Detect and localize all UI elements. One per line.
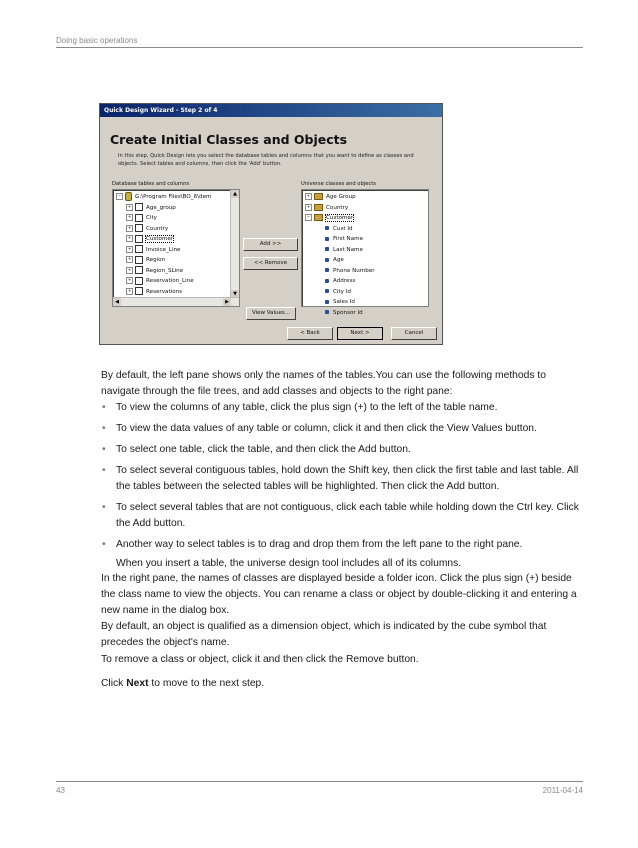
running-header: Doing basic operations: [56, 36, 138, 45]
folder-icon: [314, 214, 323, 221]
table-icon: [135, 203, 143, 211]
remove-paragraph: To remove a class or object, click it and then click the Remove button.: [101, 654, 419, 665]
cube-icon: [325, 300, 329, 304]
wizard-heading: Create Initial Classes and Objects: [110, 132, 348, 147]
table-icon: [135, 277, 143, 285]
cube-icon: [325, 237, 329, 241]
scroll-right-icon[interactable]: ▶: [223, 298, 231, 306]
scroll-down-icon[interactable]: ▼: [231, 290, 239, 298]
table-icon: [135, 235, 143, 243]
tree-root-database[interactable]: [116, 192, 211, 203]
page-number: 43: [56, 786, 65, 795]
bullet-note: [101, 556, 581, 572]
expand-icon[interactable]: +: [306, 203, 311, 209]
bullet-text: Another way to select tables is to drag and drop them from the left pane to the right pane.: [116, 539, 523, 550]
cube-icon: [325, 258, 329, 262]
tree-item-label: Sales Id: [333, 299, 355, 305]
expand-icon[interactable]: +: [127, 245, 132, 251]
tree-item-label: Address: [333, 278, 356, 284]
bullet-text: To view the columns of any table, click the plus sign (+) to the left of the table name.: [116, 402, 498, 413]
expand-icon[interactable]: +: [127, 214, 132, 219]
tree-item-label: Phone Number: [333, 267, 375, 274]
left-pane-label: Database tables and columns: [112, 181, 190, 187]
tree-item-table[interactable]: [116, 224, 211, 235]
tree-item-object[interactable]: [305, 308, 375, 319]
expand-icon[interactable]: +: [127, 277, 132, 282]
list-item: [101, 463, 581, 495]
dimension-paragraph: By default, an object is qualified as a dimension object, which is indicated by the cube symbol that precedes the object's name.: [101, 621, 547, 648]
tree-item-label: Reservation_Line: [146, 278, 194, 284]
tree-item-label: Sponsor Id: [333, 309, 363, 316]
bullet-icon: •: [102, 465, 106, 476]
tree-item-class[interactable]: [305, 213, 375, 224]
tree-item-label: First Name: [333, 236, 364, 242]
tree-item-label: Country: [146, 225, 169, 232]
tree-item-label: Age_group: [146, 204, 176, 211]
expand-icon[interactable]: +: [127, 224, 132, 230]
cancel-button[interactable]: Cancel: [391, 327, 437, 340]
table-icon: [135, 224, 143, 232]
tree-item-table[interactable]: [116, 245, 211, 256]
bullet-text: To select one table, click the table, and then click the Add button.: [116, 444, 411, 455]
bullet-text: To select several tables that are not contiguous, click each table while holding down the Ctrl key. Click the Add button.: [116, 502, 579, 529]
next-step-rest: to move to the next step.: [151, 678, 265, 689]
tree-item-object[interactable]: [305, 255, 375, 266]
table-icon: [135, 214, 143, 222]
left-pane-vertical-scrollbar[interactable]: [230, 190, 239, 298]
list-item: [101, 537, 581, 553]
tree-item-table[interactable]: [116, 287, 211, 298]
tree-item-label: Age: [333, 257, 344, 263]
table-icon: [135, 245, 143, 253]
cube-icon: [325, 226, 329, 230]
expand-icon[interactable]: +: [127, 203, 132, 209]
folder-icon: [314, 193, 323, 200]
tree-item-label: City: [146, 215, 157, 221]
tree-item-class[interactable]: [305, 192, 375, 203]
tree-item-table[interactable]: [116, 234, 211, 245]
bullet-note-text: When you insert a table, the universe design tool includes all of its columns.: [116, 558, 462, 569]
tree-item-object[interactable]: [305, 287, 375, 298]
expand-icon[interactable]: +: [127, 266, 132, 272]
tree-item-label: Last Name: [333, 246, 363, 253]
tree-item-label: Customer: [146, 236, 174, 242]
cube-icon: [325, 289, 329, 293]
table-icon: [135, 287, 143, 295]
universe-classes-tree[interactable]: [301, 189, 429, 316]
cube-icon: [325, 247, 329, 251]
scroll-up-icon[interactable]: ▲: [231, 190, 239, 198]
tree-item-object[interactable]: [305, 245, 375, 256]
expand-icon[interactable]: +: [127, 287, 132, 293]
remove-button[interactable]: << Remove: [243, 257, 298, 270]
list-item: [101, 421, 581, 437]
list-item: [101, 442, 581, 458]
tree-item-table[interactable]: [116, 276, 211, 287]
tree-item-object[interactable]: [305, 224, 375, 235]
bullet-icon: •: [102, 502, 106, 513]
tree-item-table[interactable]: [116, 203, 211, 214]
database-tables-tree[interactable]: [112, 189, 240, 307]
click-text: Click: [101, 678, 124, 689]
bullet-text: To view the data values of any table or column, click it and then click the View Values button.: [116, 423, 537, 434]
next-button[interactable]: Next >: [337, 327, 383, 340]
tree-item-object[interactable]: [305, 234, 375, 245]
tree-item-label: Cust Id: [333, 225, 353, 232]
folder-icon: [314, 204, 323, 211]
list-item: [101, 400, 581, 416]
expand-icon[interactable]: +: [127, 256, 132, 261]
bullet-icon: •: [102, 402, 106, 413]
bullet-icon: •: [102, 444, 106, 455]
header-rule: [56, 47, 583, 48]
expand-icon[interactable]: +: [306, 193, 311, 198]
tree-item-table[interactable]: [116, 266, 211, 277]
window-title: Quick Design Wizard - Step 2 of 4: [100, 104, 442, 117]
tree-item-object[interactable]: [305, 276, 375, 287]
next-keyword: Next: [126, 678, 149, 689]
back-button[interactable]: < Back: [287, 327, 333, 340]
quick-design-wizard-dialog: [99, 103, 443, 345]
collapse-icon[interactable]: −: [117, 193, 122, 198]
tree-item-label: City Id: [333, 288, 351, 295]
right-pane-label: Universe classes and objects: [301, 181, 376, 187]
tree-item-object[interactable]: [305, 266, 375, 277]
expand-icon[interactable]: +: [127, 235, 132, 240]
bullet-text: To select several contiguous tables, hold down the Shift key, then click the first table and last table. All the tables between the selected tables will be highlighted. Then click the Add button.: [116, 465, 579, 492]
scroll-left-icon[interactable]: ◀: [113, 298, 121, 306]
footer-rule: [56, 781, 583, 782]
wizard-description: In this step, Quick Design lets you select the database tables and columns that you want to define as classes and objects. Select tables and columns, then click the 'Add' button.: [118, 153, 414, 167]
tree-item-label: Region_SLine: [146, 267, 184, 274]
tree-item-class[interactable]: [305, 203, 375, 214]
tree-item-table[interactable]: [116, 213, 211, 224]
tree-item-object[interactable]: [305, 297, 375, 308]
right-pane-paragraph: In the right pane, the names of classes are displayed beside a folder icon. Click the plus sign (+) beside the class name to view the objects. You can rename a class or object by double-clicking it and entering a new name in the dialog box.: [101, 573, 577, 616]
tree-item-label: Invoice_Line: [146, 246, 181, 253]
list-item: [101, 500, 581, 532]
cube-icon: [325, 310, 329, 314]
tree-item-label: Customer: [326, 215, 354, 221]
left-pane-horizontal-scrollbar[interactable]: [113, 297, 239, 306]
next-step-paragraph: [101, 676, 581, 692]
tree-item-table[interactable]: [116, 255, 211, 266]
tree-item-label: Region: [146, 257, 166, 263]
tree-item-label: Age Group: [326, 194, 356, 200]
bullet-icon: •: [102, 539, 106, 550]
collapse-icon[interactable]: −: [306, 214, 311, 219]
database-icon: [125, 192, 132, 201]
tree-item-label: Country: [326, 204, 349, 211]
tree-item-label: G:\Program Files\BO_6\dem: [135, 194, 212, 200]
intro-paragraph: By default, the left pane shows only the names of the tables.You can use the following methods to navigate through the file trees, and add classes and objects to the right pane:: [101, 370, 546, 397]
bullet-icon: •: [102, 423, 106, 434]
add-button[interactable]: Add >>: [243, 238, 298, 251]
methods-list: [101, 400, 581, 572]
cube-icon: [325, 268, 329, 272]
cube-icon: [325, 279, 329, 283]
table-icon: [135, 256, 143, 264]
tree-item-label: Reservations: [146, 288, 183, 295]
view-values-button[interactable]: View Values...: [246, 307, 296, 320]
page-date: 2011-04-14: [542, 786, 583, 795]
table-icon: [135, 266, 143, 274]
